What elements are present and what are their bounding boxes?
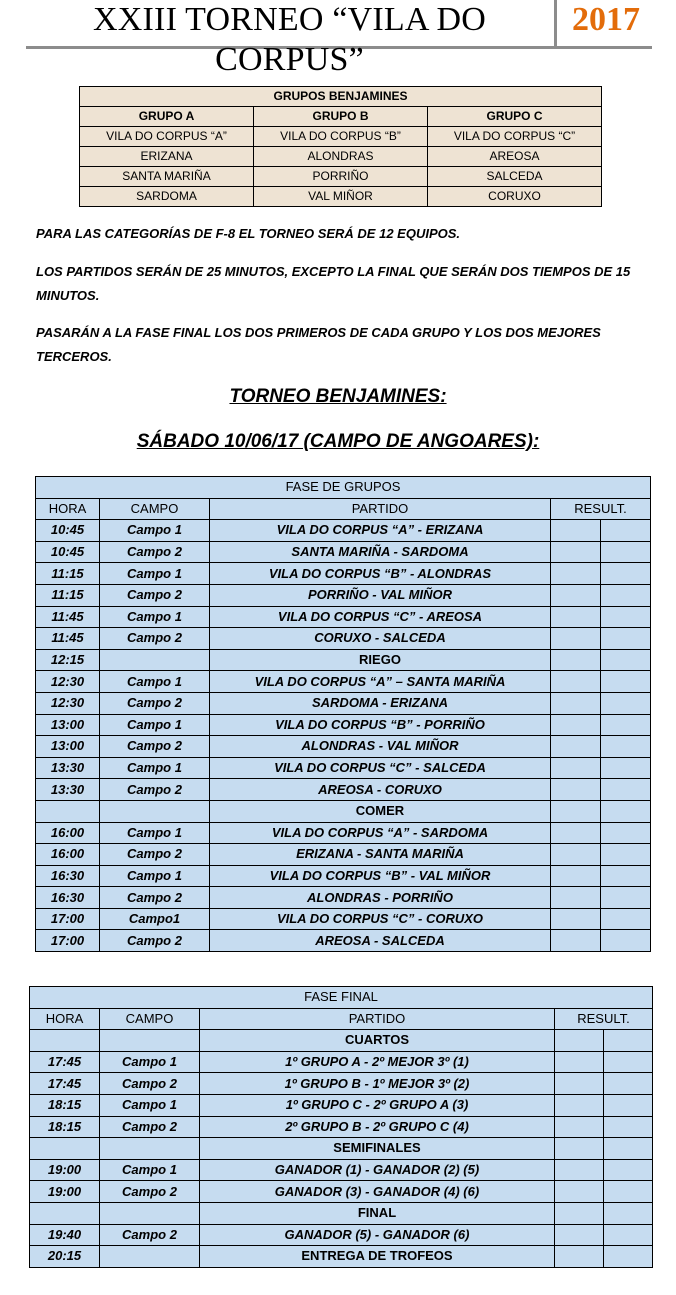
match-row	[36, 520, 651, 542]
result-cell[interactable]	[604, 1224, 653, 1246]
match-time: 17:00	[36, 908, 100, 930]
group-team: ERIZANA	[80, 147, 254, 167]
group-a-header: GRUPO A	[80, 107, 254, 127]
match-time: 19:00	[30, 1159, 100, 1181]
match-time: 16:00	[36, 822, 100, 844]
match-row	[36, 844, 651, 866]
match-field: Campo 1	[100, 606, 210, 628]
match-teams: ENTREGA DE TROFEOS	[200, 1246, 555, 1268]
match-time: 16:00	[36, 844, 100, 866]
match-field	[100, 1030, 200, 1052]
match-teams: AREOSA - CORUXO	[210, 779, 551, 801]
result-cell[interactable]	[601, 692, 651, 714]
match-teams: ERIZANA - SANTA MARIÑA	[210, 844, 551, 866]
result-cell[interactable]	[601, 606, 651, 628]
result-cell[interactable]	[601, 887, 651, 909]
campo-header: CAMPO	[100, 498, 210, 520]
result-cell[interactable]	[555, 1159, 604, 1181]
match-teams: CUARTOS	[200, 1030, 555, 1052]
match-teams: AREOSA - SALCEDA	[210, 930, 551, 952]
match-row	[36, 736, 651, 758]
match-row	[36, 606, 651, 628]
match-field: Campo 2	[100, 1073, 200, 1095]
result-cell[interactable]	[551, 887, 601, 909]
result-cell[interactable]	[601, 736, 651, 758]
partido-header: PARTIDO	[210, 498, 551, 520]
match-row	[30, 1224, 653, 1246]
match-row	[36, 908, 651, 930]
result-cell[interactable]	[601, 649, 651, 671]
match-row	[36, 671, 651, 693]
group-phase-table	[35, 476, 651, 952]
match-time: 19:00	[30, 1181, 100, 1203]
page-title: XXIII TORNEO “VILA DO CORPUS”	[93, 1, 486, 78]
match-time: 20:15	[30, 1246, 100, 1268]
partido-header: PARTIDO	[200, 1008, 555, 1030]
result-cell[interactable]	[601, 779, 651, 801]
match-teams: 1º GRUPO A - 2º MEJOR 3º (1)	[200, 1051, 555, 1073]
result-cell[interactable]	[555, 1181, 604, 1203]
match-time: 13:00	[36, 714, 100, 736]
result-cell[interactable]	[555, 1246, 604, 1268]
match-time: 12:15	[36, 649, 100, 671]
match-time	[30, 1030, 100, 1052]
match-field	[100, 1202, 200, 1224]
result-cell[interactable]	[601, 844, 651, 866]
match-teams: RIEGO	[210, 649, 551, 671]
match-field: Campo 1	[100, 563, 210, 585]
result-cell[interactable]	[601, 822, 651, 844]
match-teams: CORUXO - SALCEDA	[210, 628, 551, 650]
match-time: 11:15	[36, 584, 100, 606]
result-cell[interactable]	[604, 1116, 653, 1138]
result-cell[interactable]	[555, 1138, 604, 1160]
group-team: ALONDRAS	[254, 147, 428, 167]
groups-row	[80, 187, 602, 207]
match-time: 13:30	[36, 757, 100, 779]
match-row	[30, 1094, 653, 1116]
match-row	[30, 1073, 653, 1095]
page-header	[26, 0, 652, 78]
match-teams: SEMIFINALES	[200, 1138, 555, 1160]
match-teams: GANADOR (1) - GANADOR (2) (5)	[200, 1159, 555, 1181]
result-cell[interactable]	[604, 1246, 653, 1268]
result-cell[interactable]	[555, 1073, 604, 1095]
match-field	[100, 649, 210, 671]
result-cell[interactable]	[604, 1030, 653, 1052]
final-phase-title: FASE FINAL	[30, 987, 653, 1009]
match-time: 16:30	[36, 887, 100, 909]
result-cell[interactable]	[551, 649, 601, 671]
group-team: VAL MIÑOR	[254, 187, 428, 207]
group-team: PORRIÑO	[254, 167, 428, 187]
match-field: Campo 2	[100, 1116, 200, 1138]
title-divider	[554, 0, 557, 46]
match-field: Campo1	[100, 908, 210, 930]
match-row	[30, 1051, 653, 1073]
group-team: SARDOMA	[80, 187, 254, 207]
match-field: Campo 1	[100, 1094, 200, 1116]
match-row	[30, 1116, 653, 1138]
result-cell[interactable]	[601, 584, 651, 606]
result-cell[interactable]	[555, 1224, 604, 1246]
match-time: 19:40	[30, 1224, 100, 1246]
match-row	[30, 1246, 653, 1268]
rule-qualification: PASARÁN A LA FASE FINAL LOS DOS PRIMEROS DE CADA GRUPO Y LOS DOS MEJORES TERCEROS.	[36, 325, 601, 364]
result-cell[interactable]	[551, 779, 601, 801]
result-cell[interactable]	[551, 930, 601, 952]
match-teams: SANTA MARIÑA - SARDOMA	[210, 541, 551, 563]
match-field: Campo 2	[100, 1181, 200, 1203]
hora-header: HORA	[36, 498, 100, 520]
result-cell[interactable]	[555, 1116, 604, 1138]
match-teams: VILA DO CORPUS “B” - ALONDRAS	[210, 563, 551, 585]
group-phase-title: FASE DE GRUPOS	[36, 477, 651, 499]
hora-header: HORA	[30, 1008, 100, 1030]
match-time	[36, 800, 100, 822]
match-field: Campo 2	[100, 887, 210, 909]
match-time: 16:30	[36, 865, 100, 887]
group-team: SANTA MARIÑA	[80, 167, 254, 187]
match-time	[30, 1138, 100, 1160]
result-cell[interactable]	[604, 1159, 653, 1181]
result-cell[interactable]	[551, 628, 601, 650]
match-time: 11:45	[36, 628, 100, 650]
match-field: Campo 2	[100, 628, 210, 650]
group-team: CORUXO	[428, 187, 602, 207]
match-field: Campo 1	[100, 1159, 200, 1181]
group-team: VILA DO CORPUS “A”	[80, 127, 254, 147]
match-row	[36, 584, 651, 606]
match-field: Campo 1	[100, 671, 210, 693]
result-cell[interactable]	[604, 1138, 653, 1160]
match-time: 13:00	[36, 736, 100, 758]
group-b-header: GRUPO B	[254, 107, 428, 127]
result-cell[interactable]	[555, 1030, 604, 1052]
result-cell[interactable]	[551, 692, 601, 714]
match-time	[30, 1202, 100, 1224]
match-time: 13:30	[36, 779, 100, 801]
match-time: 10:45	[36, 520, 100, 542]
match-row	[36, 757, 651, 779]
match-teams: VILA DO CORPUS “A” – SANTA MARIÑA	[210, 671, 551, 693]
result-cell[interactable]	[601, 714, 651, 736]
match-time: 17:45	[30, 1073, 100, 1095]
groups-row	[80, 127, 602, 147]
match-row	[36, 822, 651, 844]
result-cell[interactable]	[601, 757, 651, 779]
match-field: Campo 2	[100, 736, 210, 758]
result-cell[interactable]	[604, 1202, 653, 1224]
match-row	[36, 714, 651, 736]
match-field	[100, 1246, 200, 1268]
match-row	[30, 1030, 653, 1052]
result-cell[interactable]	[551, 671, 601, 693]
match-time: 10:45	[36, 541, 100, 563]
match-teams: PORRIÑO - VAL MIÑOR	[210, 584, 551, 606]
result-cell[interactable]	[604, 1181, 653, 1203]
result-cell[interactable]	[601, 908, 651, 930]
final-phase-table	[29, 986, 653, 1268]
rule-duration: LOS PARTIDOS SERÁN DE 25 MINUTOS, EXCEPTO LA FINAL QUE SERÁN DOS TIEMPOS DE 15 MINUTOS.	[36, 264, 631, 303]
groups-row	[80, 147, 602, 167]
result-cell[interactable]	[601, 520, 651, 542]
match-field: Campo 1	[100, 714, 210, 736]
result-cell[interactable]	[551, 584, 601, 606]
result-cell[interactable]	[601, 930, 651, 952]
match-time: 11:15	[36, 563, 100, 585]
result-cell[interactable]	[551, 908, 601, 930]
result-cell[interactable]	[555, 1051, 604, 1073]
match-row	[36, 649, 651, 671]
group-team: VILA DO CORPUS “C”	[428, 127, 602, 147]
match-field: Campo 2	[100, 692, 210, 714]
group-team: SALCEDA	[428, 167, 602, 187]
match-field: Campo 2	[100, 1224, 200, 1246]
result-cell[interactable]	[601, 628, 651, 650]
match-row	[30, 1181, 653, 1203]
result-cell[interactable]	[555, 1202, 604, 1224]
result-cell[interactable]	[601, 800, 651, 822]
match-teams: 1º GRUPO B - 1º MEJOR 3º (2)	[200, 1073, 555, 1095]
match-teams: COMER	[210, 800, 551, 822]
groups-row	[80, 167, 602, 187]
group-c-header: GRUPO C	[428, 107, 602, 127]
match-field: Campo 1	[100, 865, 210, 887]
result-cell[interactable]	[604, 1051, 653, 1073]
result-cell[interactable]	[551, 606, 601, 628]
match-field: Campo 1	[100, 1051, 200, 1073]
match-teams: 2º GRUPO B - 2º GRUPO C (4)	[200, 1116, 555, 1138]
tournament-heading: TORNEO BENJAMINES:	[229, 386, 447, 407]
result-cell[interactable]	[601, 671, 651, 693]
match-field	[100, 1138, 200, 1160]
match-row	[30, 1159, 653, 1181]
result-cell[interactable]	[551, 736, 601, 758]
result-cell[interactable]	[601, 541, 651, 563]
result-cell[interactable]	[601, 563, 651, 585]
result-cell[interactable]	[551, 865, 601, 887]
match-teams: ALONDRAS - PORRIÑO	[210, 887, 551, 909]
match-row	[36, 541, 651, 563]
match-row	[30, 1138, 653, 1160]
match-teams: GANADOR (5) - GANADOR (6)	[200, 1224, 555, 1246]
match-row	[36, 779, 651, 801]
groups-table	[79, 86, 602, 207]
match-teams: VILA DO CORPUS “A” - ERIZANA	[210, 520, 551, 542]
match-row	[36, 800, 651, 822]
match-teams: VILA DO CORPUS “C” - SALCEDA	[210, 757, 551, 779]
match-time: 18:15	[30, 1094, 100, 1116]
result-cell[interactable]	[551, 757, 601, 779]
match-field: Campo 1	[100, 757, 210, 779]
match-field: Campo 1	[100, 822, 210, 844]
match-field: Campo 2	[100, 930, 210, 952]
match-teams: ALONDRAS - VAL MIÑOR	[210, 736, 551, 758]
result-cell[interactable]	[604, 1073, 653, 1095]
year-label: 2017	[572, 1, 640, 38]
result-cell[interactable]	[604, 1094, 653, 1116]
match-row	[36, 563, 651, 585]
result-cell[interactable]	[551, 822, 601, 844]
match-time: 12:30	[36, 692, 100, 714]
match-time: 17:45	[30, 1051, 100, 1073]
result-cell[interactable]	[551, 714, 601, 736]
match-row	[36, 887, 651, 909]
day-heading: SÁBADO 10/06/17 (CAMPO DE ANGOARES):	[136, 431, 540, 452]
match-time: 18:15	[30, 1116, 100, 1138]
campo-header: CAMPO	[100, 1008, 200, 1030]
match-row	[36, 865, 651, 887]
result-cell[interactable]	[551, 800, 601, 822]
match-time: 11:45	[36, 606, 100, 628]
group-team: VILA DO CORPUS “B”	[254, 127, 428, 147]
match-time: 12:30	[36, 671, 100, 693]
match-teams: VILA DO CORPUS “A” - SARDOMA	[210, 822, 551, 844]
match-field: Campo 2	[100, 844, 210, 866]
match-teams: VILA DO CORPUS “B” - PORRIÑO	[210, 714, 551, 736]
match-time: 17:00	[36, 930, 100, 952]
match-field	[100, 800, 210, 822]
match-teams: FINAL	[200, 1202, 555, 1224]
group-team: AREOSA	[428, 147, 602, 167]
match-teams: GANADOR (3) - GANADOR (4) (6)	[200, 1181, 555, 1203]
result-cell[interactable]	[555, 1094, 604, 1116]
groups-title: GRUPOS BENJAMINES	[80, 87, 602, 107]
result-header: RESULT.	[551, 498, 651, 520]
match-field: Campo 2	[100, 541, 210, 563]
match-teams: VILA DO CORPUS “C” - CORUXO	[210, 908, 551, 930]
match-row	[36, 930, 651, 952]
match-field: Campo 2	[100, 584, 210, 606]
result-cell[interactable]	[601, 865, 651, 887]
match-field: Campo 1	[100, 520, 210, 542]
match-field: Campo 2	[100, 779, 210, 801]
result-header: RESULT.	[555, 1008, 653, 1030]
match-teams: VILA DO CORPUS “C” - AREOSA	[210, 606, 551, 628]
match-teams: SARDOMA - ERIZANA	[210, 692, 551, 714]
match-row	[36, 628, 651, 650]
result-cell[interactable]	[551, 541, 601, 563]
match-row	[30, 1202, 653, 1224]
result-cell[interactable]	[551, 520, 601, 542]
match-teams: 1º GRUPO C - 2º GRUPO A (3)	[200, 1094, 555, 1116]
result-cell[interactable]	[551, 563, 601, 585]
rule-teams: PARA LAS CATEGORÍAS DE F-8 EL TORNEO SERÁ DE 12 EQUIPOS.	[36, 226, 461, 241]
match-row	[36, 692, 651, 714]
match-teams: VILA DO CORPUS “B” - VAL MIÑOR	[210, 865, 551, 887]
result-cell[interactable]	[551, 844, 601, 866]
